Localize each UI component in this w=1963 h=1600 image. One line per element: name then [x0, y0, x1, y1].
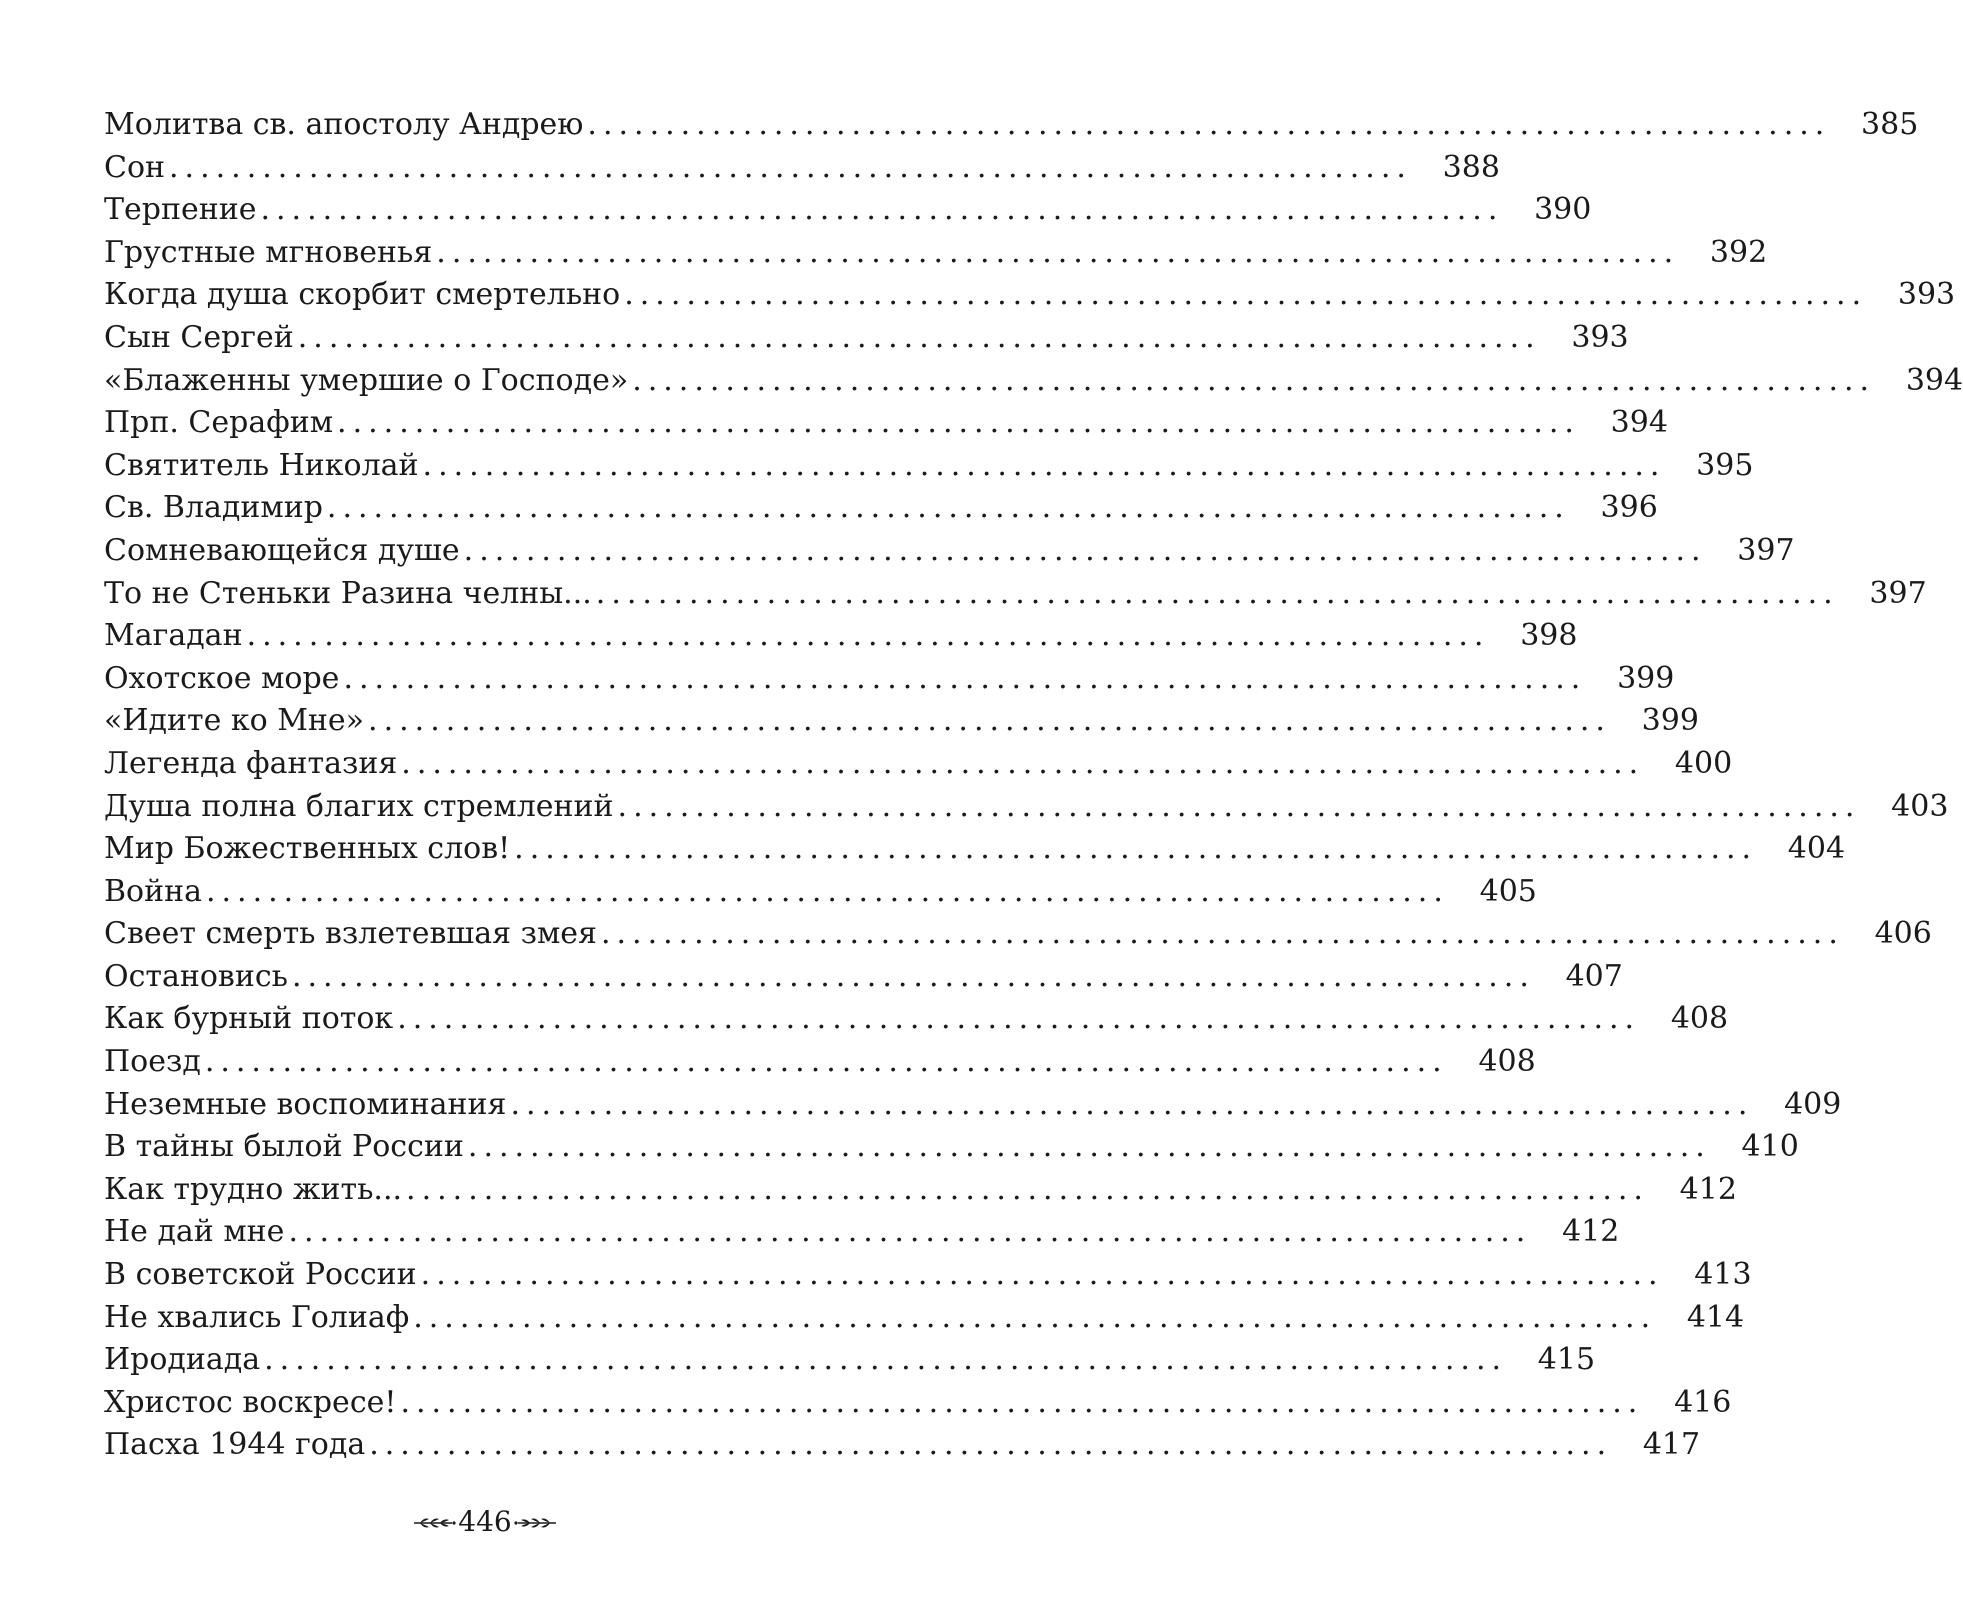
dot-leader: ................................................................................ [413, 1299, 1657, 1335]
toc-entry-title: Терпение [104, 192, 257, 228]
dot-leader: ................................................................................ [624, 277, 1868, 313]
page-footer [0, 1500, 970, 1542]
dot-leader: ................................................................................ [422, 447, 1666, 483]
toc-entry-page: 410 [1741, 1129, 1799, 1165]
toc-entry-title: Поезд [104, 1044, 201, 1080]
toc-entry-title: Как трудно жить... [104, 1171, 403, 1207]
toc-entry-page: 395 [1696, 447, 1754, 483]
toc-entry [104, 274, 1956, 317]
dot-leader: ................................................................................ [467, 1129, 1711, 1165]
dot-leader: ................................................................................ [401, 745, 1645, 781]
dot-leader: ................................................................................ [617, 788, 1861, 824]
toc-entry-title: Душа полна благих стремлений [104, 788, 614, 824]
toc-entry-page: 390 [1534, 192, 1592, 228]
toc-entry [104, 232, 1768, 275]
toc-entry [104, 147, 1500, 190]
toc-entry-page: 407 [1565, 958, 1623, 994]
toc-entry [104, 871, 1537, 914]
toc-entry [104, 573, 1927, 616]
toc-entry [104, 530, 1795, 573]
dot-leader: ................................................................................ [632, 362, 1876, 398]
dot-leader: ................................................................................ [436, 234, 1680, 270]
toc-entry-title: Христос воскресе! [104, 1384, 397, 1420]
toc-entry-title: Грустные мгновенья [104, 234, 433, 270]
dot-leader: ................................................................................ [397, 1001, 1641, 1037]
toc-entry [104, 700, 1699, 743]
toc-entry [104, 1041, 1536, 1084]
toc-entry-title: Не дай мне [104, 1214, 285, 1250]
dot-leader: ................................................................................ [600, 916, 1844, 952]
toc-entry-title: В советской России [104, 1257, 417, 1293]
toc-entry-page: 388 [1442, 149, 1500, 185]
toc-entry [104, 189, 1592, 232]
toc-entry-page: 406 [1874, 916, 1932, 952]
toc-entry-page: 415 [1537, 1342, 1596, 1378]
toc-entry-page: 405 [1479, 873, 1537, 909]
dot-leader: ................................................................................ [291, 958, 1535, 994]
toc-entry-title: Легенда фантазия [104, 745, 398, 781]
toc-entry [104, 956, 1623, 999]
toc-entry-title: То не Стеньки Разина челны... [104, 575, 592, 611]
dot-leader: ................................................................................ [587, 107, 1831, 142]
toc-entry-page: 409 [1784, 1086, 1842, 1122]
toc-entry-title: Святитель Николай [104, 447, 419, 483]
toc-entry-page: 404 [1787, 831, 1846, 867]
toc-entry-page: 399 [1641, 703, 1699, 739]
dot-leader: ................................................................................ [264, 1342, 1508, 1378]
toc-entry [104, 1211, 1620, 1254]
toc-entry-title: Мир Божественных слов! [104, 831, 511, 867]
toc-entry-page: 403 [1891, 788, 1949, 824]
toc-entry-page: 397 [1869, 575, 1927, 611]
toc-entry-page: 393 [1897, 277, 1956, 313]
dot-leader: ................................................................................ [343, 660, 1587, 696]
toc-entry [104, 786, 1949, 829]
toc-entry-title: Прп. Серафим [104, 405, 334, 441]
leaf-ornament-right-icon [514, 1502, 558, 1542]
toc-entry-title: Сын Сергей [104, 319, 294, 355]
toc-entry-title: Охотское море [104, 660, 340, 696]
toc-entry [104, 615, 1578, 658]
toc-entry [104, 360, 1963, 403]
toc-entry-page: 397 [1737, 532, 1795, 568]
dot-leader: ................................................................................ [369, 1427, 1613, 1463]
toc-entry [104, 743, 1733, 786]
toc-entry [104, 487, 1658, 530]
toc-entry-page: 393 [1571, 319, 1629, 355]
toc-entry-title: Свеет смерть взлетевшая змея [104, 916, 597, 952]
dot-leader: ................................................................................ [368, 703, 1611, 739]
toc-entry-title: «Блаженны умершие о Господе» [104, 362, 629, 398]
toc-entry [104, 1339, 1596, 1382]
dot-leader: ................................................................................ [204, 1044, 1448, 1080]
toc-entry-page: 416 [1674, 1384, 1732, 1420]
leaf-ornament-left-icon [412, 1502, 456, 1542]
toc-entry-title: Пасха 1944 года [104, 1427, 366, 1463]
dot-leader: ................................................................................ [326, 490, 1570, 526]
toc-entry-title: Иродиада [104, 1342, 261, 1378]
dot-leader: ................................................................................ [400, 1384, 1644, 1420]
toc-entry-page: 398 [1520, 618, 1578, 654]
toc-entry-title: Св. Владимир [104, 490, 323, 526]
dot-leader: ................................................................................ [169, 149, 1412, 185]
toc-entry-page: 385 [1861, 107, 1919, 142]
toc-entry [104, 104, 1919, 147]
toc-entry-title: Сомневающейся душе [104, 532, 460, 568]
toc-entry-title: Сон [104, 149, 166, 185]
toc-entry-title: Не хвались Голиаф [104, 1299, 410, 1335]
toc-entry [104, 1424, 1701, 1467]
toc-entry-title: Молитва св. апостолу Андрею [104, 107, 584, 142]
toc-entry [104, 317, 1629, 360]
toc-entry-page: 414 [1686, 1299, 1745, 1335]
dot-leader: ................................................................................ [420, 1257, 1664, 1293]
toc-entry-page: 394 [1610, 405, 1668, 441]
toc-entry [104, 828, 1846, 871]
toc-entry-title: Война [104, 873, 202, 909]
toc-entry-title: Как бурный поток [104, 1001, 394, 1037]
dot-leader: ................................................................................ [297, 319, 1541, 355]
toc-entry [104, 1382, 1732, 1425]
table-of-contents [104, 104, 1963, 1467]
toc-entry [104, 402, 1668, 445]
dot-leader: ................................................................................ [406, 1171, 1649, 1207]
toc-entry [104, 913, 1932, 956]
dot-leader: ................................................................................ [595, 575, 1839, 611]
dot-leader: ................................................................................ [260, 192, 1504, 228]
toc-entry-page: 412 [1562, 1214, 1620, 1250]
toc-entry-page: 412 [1679, 1171, 1737, 1207]
dot-leader: ................................................................................ [246, 618, 1490, 654]
toc-entry [104, 1169, 1737, 1212]
toc-entry-page: 413 [1694, 1257, 1752, 1293]
dot-leader: ................................................................................ [205, 873, 1449, 909]
toc-entry-page: 400 [1674, 745, 1733, 781]
toc-entry [104, 1084, 1842, 1127]
dot-leader: ................................................................................ [463, 532, 1707, 568]
toc-entry-title: Магадан [104, 618, 243, 654]
page-number: 446 [458, 1504, 512, 1538]
dot-leader: ................................................................................ [288, 1214, 1532, 1250]
toc-entry [104, 1254, 1752, 1297]
toc-entry-title: Когда душа скорбит смертельно [104, 277, 621, 313]
dot-leader: ................................................................................ [514, 831, 1758, 867]
toc-entry-title: Остановись [104, 958, 288, 994]
toc-entry-page: 394 [1905, 362, 1963, 398]
toc-entry-title: Неземные воспоминания [104, 1086, 507, 1122]
toc-entry [104, 658, 1675, 701]
toc-entry [104, 1297, 1745, 1340]
toc-entry-page: 392 [1709, 234, 1768, 270]
toc-entry-page: 396 [1600, 490, 1658, 526]
toc-entry-page: 417 [1642, 1427, 1701, 1463]
toc-entry [104, 1126, 1799, 1169]
toc-entry [104, 998, 1729, 1041]
toc-entry-page: 408 [1670, 1001, 1729, 1037]
toc-entry-title: В тайны былой России [104, 1129, 464, 1165]
toc-entry-page: 408 [1478, 1044, 1536, 1080]
dot-leader: ................................................................................ [510, 1086, 1754, 1122]
toc-entry-title: «Идите ко Мне» [104, 703, 365, 739]
toc-entry [104, 445, 1754, 488]
dot-leader: ................................................................................ [337, 405, 1580, 441]
toc-entry-page: 399 [1617, 660, 1675, 696]
